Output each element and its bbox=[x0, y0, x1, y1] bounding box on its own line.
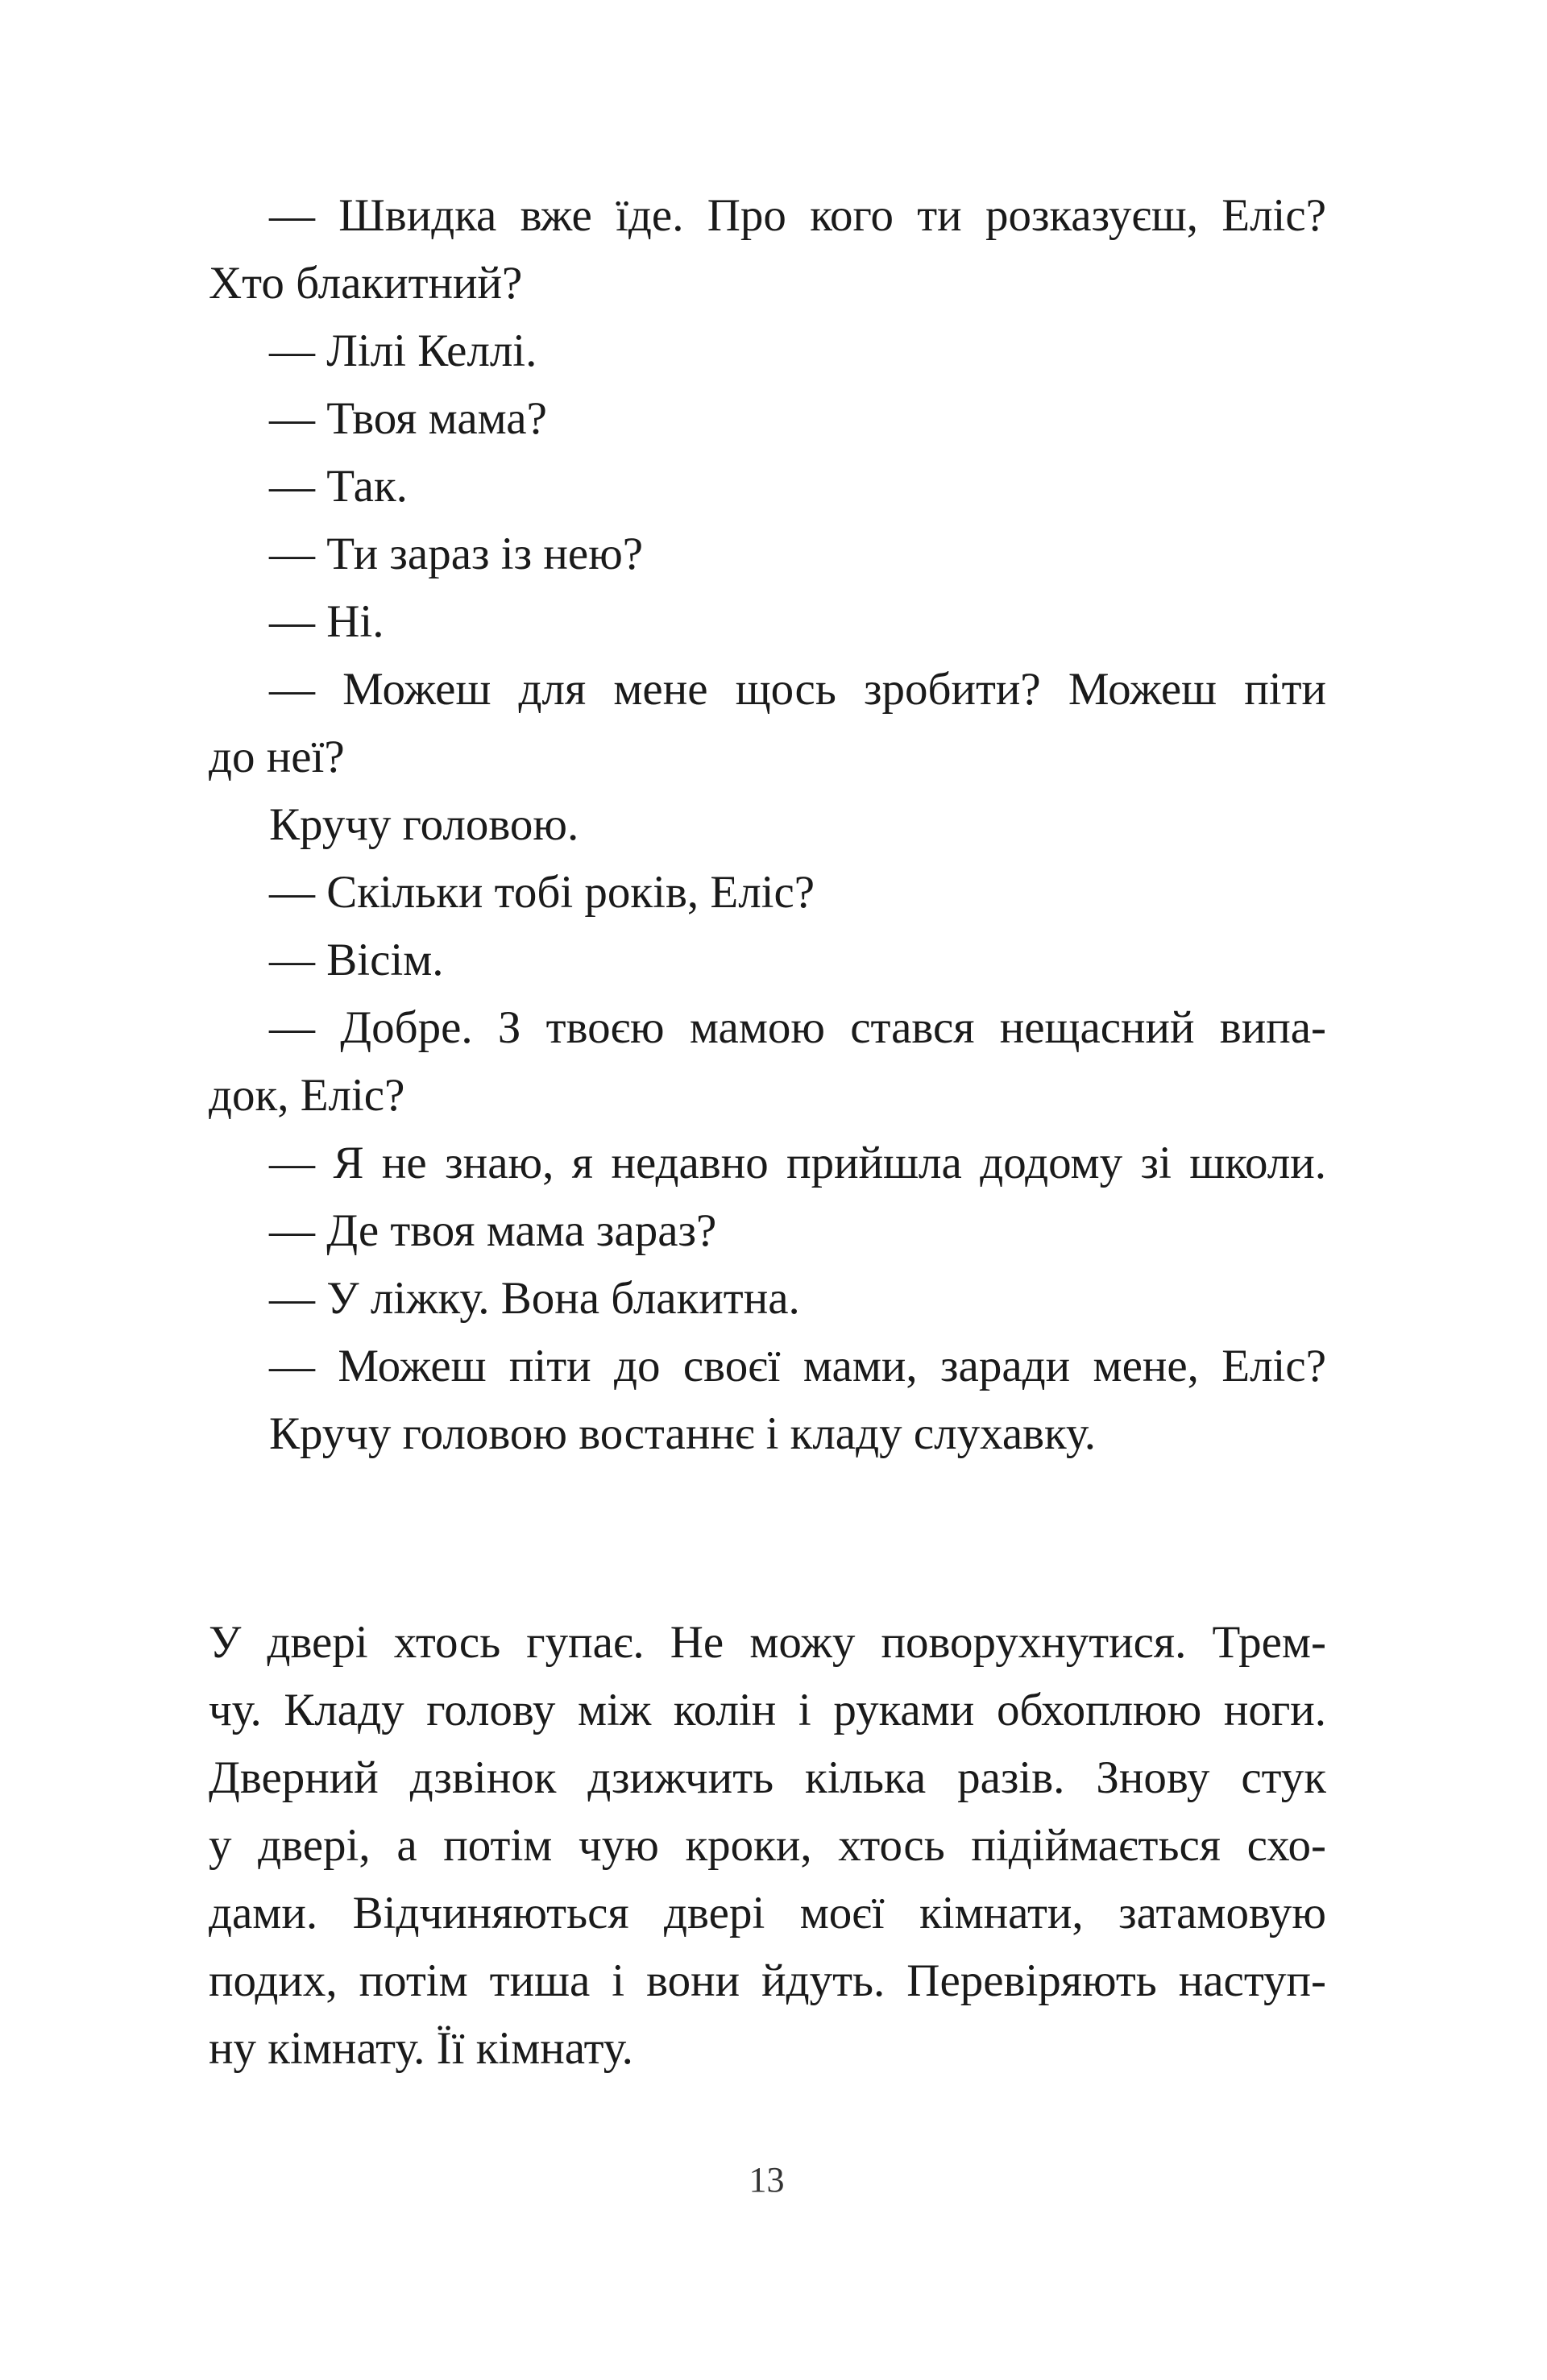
text-line: док, Еліс? bbox=[209, 1070, 405, 1121]
text-line: Кручу головою востаннє і кладу слухавку. bbox=[269, 1408, 1096, 1459]
dialogue-block bbox=[209, 182, 1326, 1468]
text-line: Дверний дзвінок дзижчить кілька разів. Знову стук bbox=[209, 1752, 1326, 1803]
text-line: ну кімнату. Її кімнату. bbox=[209, 2023, 633, 2074]
text-line: — Швидка вже їде. Про кого ти розказуєш, Еліс? bbox=[269, 190, 1326, 241]
text-line: подих, потім тиша і вони йдуть. Перевіряють наступ- bbox=[209, 1955, 1326, 2006]
text-line: — Я не знаю, я недавно прийшла додому зі школи. bbox=[269, 1138, 1326, 1188]
text-line: — Де твоя мама зараз? bbox=[269, 1205, 717, 1256]
narrative-paragraph bbox=[209, 1609, 1326, 2083]
text-line: до неї? bbox=[209, 732, 345, 782]
text-line: Кручу головою. bbox=[269, 799, 579, 850]
text-line: чу. Кладу голову між колін і руками обхоплюю ноги. bbox=[209, 1685, 1326, 1735]
text-line: — Вісім. bbox=[269, 935, 444, 985]
text-line: Хто блакитний? bbox=[209, 258, 523, 309]
text-line: — Лілі Келлі. bbox=[269, 325, 537, 376]
text-line: У двері хтось гупає. Не можу поворухнутися. Трем- bbox=[209, 1617, 1326, 1668]
text-line: — Скільки тобі років, Еліс? bbox=[269, 867, 815, 918]
text-line: — Ти зараз із нею? bbox=[269, 529, 644, 579]
text-line: у двері, а потім чую кроки, хтось підіймається схо- bbox=[209, 1820, 1326, 1871]
text-line: — Ні. bbox=[269, 596, 384, 647]
text-line: дами. Відчиняються двері моєї кімнати, затамовую bbox=[209, 1888, 1326, 1938]
text-line: — У ліжку. Вона блакитна. bbox=[269, 1273, 800, 1324]
text-line: — Добре. З твоєю мамою стався нещасний випа- bbox=[269, 1002, 1326, 1053]
text-line: — Так. bbox=[269, 461, 408, 512]
text-line: — Твоя мама? bbox=[269, 393, 547, 444]
page-number: 13 bbox=[749, 2160, 785, 2200]
text-line: — Можеш для мене щось зробити? Можеш піти bbox=[269, 664, 1326, 715]
text-line: — Можеш піти до своєї мами, заради мене, Еліс? bbox=[269, 1341, 1326, 1391]
